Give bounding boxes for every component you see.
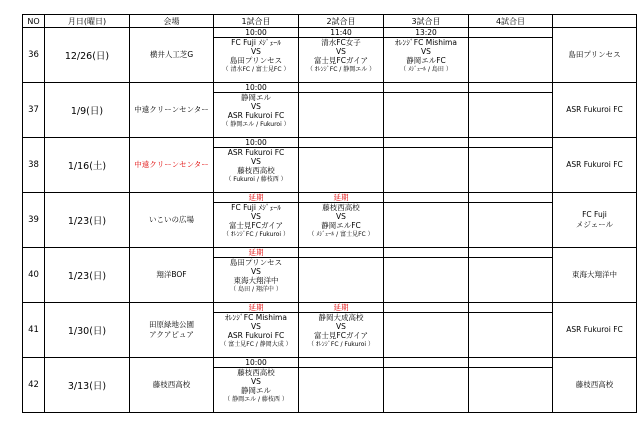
schedule-table bbox=[22, 14, 637, 413]
venue-name: 藤枝西高校 bbox=[152, 380, 191, 389]
referee-teams: （ 富士見FC / 静岡大成 ） bbox=[220, 341, 292, 348]
vs-label: VS bbox=[336, 47, 346, 56]
empty-time-slot bbox=[384, 303, 468, 313]
match-cell-3 bbox=[384, 193, 469, 248]
venue-name: 翔洋BOF bbox=[156, 270, 187, 279]
match-cell-2 bbox=[299, 83, 384, 138]
home-team: FC Fuji ﾒｼﾞｪｰﾙ bbox=[231, 38, 281, 47]
schedule-body bbox=[23, 28, 637, 413]
empty-time-slot bbox=[469, 303, 552, 313]
match-cell-4 bbox=[469, 138, 553, 193]
postponed-label: 延期 bbox=[299, 193, 383, 203]
header-host bbox=[553, 15, 637, 28]
empty-time-slot bbox=[299, 83, 383, 93]
host-team bbox=[553, 358, 637, 413]
empty-time-slot bbox=[299, 248, 383, 258]
referee-teams: （ 静岡エル / 藤枝西 ） bbox=[224, 396, 288, 403]
home-team: 静岡エル bbox=[241, 93, 271, 102]
away-team: 富士見FCガイア bbox=[313, 331, 369, 340]
empty-time-slot bbox=[469, 358, 552, 368]
row-number: 36 bbox=[23, 28, 45, 83]
table-row bbox=[23, 83, 637, 138]
empty-time-slot bbox=[384, 193, 468, 203]
kickoff-time: 10:00 bbox=[214, 358, 298, 368]
match-cell-1 bbox=[214, 83, 299, 138]
kickoff-time: 10:00 bbox=[214, 28, 298, 38]
venue-name: 横井人工芝G bbox=[149, 50, 194, 59]
host-team-name: 東海大翔洋中 bbox=[572, 270, 617, 279]
home-team: 藤枝西高校 bbox=[322, 203, 360, 212]
match-cell-4 bbox=[469, 83, 553, 138]
postponed-label: 延期 bbox=[214, 193, 298, 203]
table-row bbox=[23, 193, 637, 248]
away-team: 静岡エルFC bbox=[406, 56, 446, 65]
kickoff-time: 10:00 bbox=[214, 83, 298, 93]
match-cell-3 bbox=[384, 28, 469, 83]
match-cell-2 bbox=[299, 138, 384, 193]
away-team: ASR Fukuroi FC bbox=[227, 111, 285, 120]
venue-name: いこいの広場 bbox=[149, 215, 194, 224]
kickoff-time: 11:40 bbox=[299, 28, 383, 38]
header-venue: 会場 bbox=[130, 15, 214, 28]
vs-label: VS bbox=[251, 212, 261, 221]
header-row bbox=[23, 15, 637, 28]
table-row bbox=[23, 28, 637, 83]
empty-time-slot bbox=[384, 358, 468, 368]
referee-teams: （ ｵﾚﾝｼﾞFC / 静岡エル ） bbox=[306, 66, 376, 73]
match-cell-4 bbox=[469, 358, 553, 413]
host-team bbox=[553, 193, 637, 248]
kickoff-time: 13:20 bbox=[384, 28, 468, 38]
match-date: 1/9(日) bbox=[45, 83, 130, 138]
host-team bbox=[553, 248, 637, 303]
empty-time-slot bbox=[469, 193, 552, 203]
vs-label: VS bbox=[336, 212, 346, 221]
home-team: 島田プリンセス bbox=[229, 258, 283, 267]
header-match-4: 4試合目 bbox=[469, 15, 553, 28]
match-date: 1/30(日) bbox=[45, 303, 130, 358]
host-team-name: ASR Fukuroi FC bbox=[566, 325, 623, 334]
match-cell-1 bbox=[214, 138, 299, 193]
host-team-name: メジェール bbox=[575, 220, 614, 229]
home-team: FC Fuji ﾒｼﾞｪｰﾙ bbox=[231, 203, 281, 212]
match-cell-4 bbox=[469, 248, 553, 303]
referee-teams: （ 静岡エル / Fukuroi ） bbox=[222, 121, 290, 128]
vs-label: VS bbox=[421, 47, 431, 56]
vs-label: VS bbox=[336, 322, 346, 331]
row-number: 41 bbox=[23, 303, 45, 358]
empty-time-slot bbox=[299, 138, 383, 148]
header-date: 月日(曜日) bbox=[45, 15, 130, 28]
away-team: 富士見FCガイア bbox=[228, 221, 284, 230]
match-cell-2 bbox=[299, 28, 384, 83]
match-date: 1/23(日) bbox=[45, 248, 130, 303]
host-team-name: 島田プリンセス bbox=[568, 50, 621, 59]
match-cell-3 bbox=[384, 303, 469, 358]
postponed-label: 延期 bbox=[214, 248, 298, 258]
home-team: 藤枝西高校 bbox=[237, 368, 275, 377]
match-cell-4 bbox=[469, 193, 553, 248]
venue-cell bbox=[130, 358, 214, 413]
venue-name: 田原緑地公園 bbox=[149, 320, 194, 329]
host-team bbox=[553, 28, 637, 83]
referee-teams: （ Fukuroi / 藤枝西 ） bbox=[225, 176, 287, 183]
vs-label: VS bbox=[251, 377, 261, 386]
empty-time-slot bbox=[299, 358, 383, 368]
row-number: 42 bbox=[23, 358, 45, 413]
vs-label: VS bbox=[251, 102, 261, 111]
empty-time-slot bbox=[469, 138, 552, 148]
home-team: ASR Fukuroi FC bbox=[227, 148, 285, 157]
host-team-name: FC Fuji bbox=[582, 210, 607, 219]
away-team: 島田プリンセス bbox=[229, 56, 283, 65]
empty-time-slot bbox=[469, 248, 552, 258]
empty-time-slot bbox=[469, 83, 552, 93]
host-team-name: 藤枝西高校 bbox=[575, 380, 614, 389]
schedule-sheet bbox=[22, 14, 637, 413]
venue-cell bbox=[130, 138, 214, 193]
host-team bbox=[553, 83, 637, 138]
kickoff-time: 10:00 bbox=[214, 138, 298, 148]
referee-teams: （ ﾒｼﾞｪｰﾙ / 島田 ） bbox=[400, 66, 452, 73]
match-cell-1 bbox=[214, 193, 299, 248]
match-cell-1 bbox=[214, 28, 299, 83]
header-match-1: 1試合目 bbox=[214, 15, 299, 28]
referee-teams: （ ｵﾚﾝｼﾞFC / Fukuroi ） bbox=[223, 231, 289, 238]
table-row bbox=[23, 138, 637, 193]
match-cell-2 bbox=[299, 303, 384, 358]
row-number: 38 bbox=[23, 138, 45, 193]
match-cell-4 bbox=[469, 303, 553, 358]
match-date: 1/16(土) bbox=[45, 138, 130, 193]
venue-cell bbox=[130, 303, 214, 358]
host-team bbox=[553, 138, 637, 193]
empty-time-slot bbox=[384, 83, 468, 93]
home-team: ｵﾚﾝｼﾞFC Mishima bbox=[225, 313, 287, 322]
home-team: 静岡大成高校 bbox=[318, 313, 364, 322]
venue-cell bbox=[130, 83, 214, 138]
postponed-label: 延期 bbox=[299, 303, 383, 313]
match-cell-3 bbox=[384, 138, 469, 193]
row-number: 37 bbox=[23, 83, 45, 138]
postponed-label: 延期 bbox=[214, 303, 298, 313]
vs-label: VS bbox=[251, 322, 261, 331]
away-team: 東海大翔洋中 bbox=[233, 276, 279, 285]
match-date: 1/23(日) bbox=[45, 193, 130, 248]
match-cell-1 bbox=[214, 358, 299, 413]
vs-label: VS bbox=[251, 47, 261, 56]
match-cell-4 bbox=[469, 28, 553, 83]
referee-teams: （ ﾒｼﾞｪｰﾙ / 富士見FC ） bbox=[308, 231, 374, 238]
vs-label: VS bbox=[251, 267, 261, 276]
match-cell-3 bbox=[384, 83, 469, 138]
away-team: ASR Fukuroi FC bbox=[227, 331, 285, 340]
host-team-name: ASR Fukuroi FC bbox=[566, 105, 623, 114]
match-date: 12/26(日) bbox=[45, 28, 130, 83]
home-team: ｵﾚﾝｼﾞFC Mishima bbox=[395, 38, 457, 47]
referee-teams: （ 清水FC / 富士見FC ） bbox=[222, 66, 290, 73]
table-row bbox=[23, 358, 637, 413]
away-team: 富士見FCガイア bbox=[313, 56, 369, 65]
venue-cell bbox=[130, 248, 214, 303]
match-cell-2 bbox=[299, 193, 384, 248]
away-team: 藤枝西高校 bbox=[237, 166, 275, 175]
away-team: 静岡エル bbox=[241, 386, 271, 395]
match-cell-1 bbox=[214, 248, 299, 303]
referee-teams: （ ｵﾚﾝｼﾞFC / Fukuroi ） bbox=[308, 341, 374, 348]
empty-time-slot bbox=[384, 248, 468, 258]
venue-name: 中遠クリーンセンター bbox=[134, 160, 209, 169]
venue-cell bbox=[130, 193, 214, 248]
home-team: 清水FC女子 bbox=[321, 38, 361, 47]
row-number: 39 bbox=[23, 193, 45, 248]
match-cell-3 bbox=[384, 248, 469, 303]
vs-label: VS bbox=[251, 157, 261, 166]
empty-time-slot bbox=[469, 28, 552, 38]
header-match-3: 3試合目 bbox=[384, 15, 469, 28]
match-date: 3/13(日) bbox=[45, 358, 130, 413]
venue-cell bbox=[130, 28, 214, 83]
host-team-name: ASR Fukuroi FC bbox=[566, 160, 623, 169]
table-row bbox=[23, 303, 637, 358]
match-cell-3 bbox=[384, 358, 469, 413]
venue-name: アクアピュア bbox=[149, 330, 194, 339]
match-cell-2 bbox=[299, 248, 384, 303]
referee-teams: （ 島田 / 翔洋中 ） bbox=[230, 286, 282, 293]
table-row bbox=[23, 248, 637, 303]
header-match-2: 2試合目 bbox=[299, 15, 384, 28]
header-no: NO bbox=[23, 15, 45, 28]
host-team bbox=[553, 303, 637, 358]
away-team: 静岡エルFC bbox=[321, 221, 361, 230]
row-number: 40 bbox=[23, 248, 45, 303]
empty-time-slot bbox=[384, 138, 468, 148]
match-cell-2 bbox=[299, 358, 384, 413]
match-cell-1 bbox=[214, 303, 299, 358]
venue-name: 中遠クリーンセンター bbox=[134, 105, 209, 114]
